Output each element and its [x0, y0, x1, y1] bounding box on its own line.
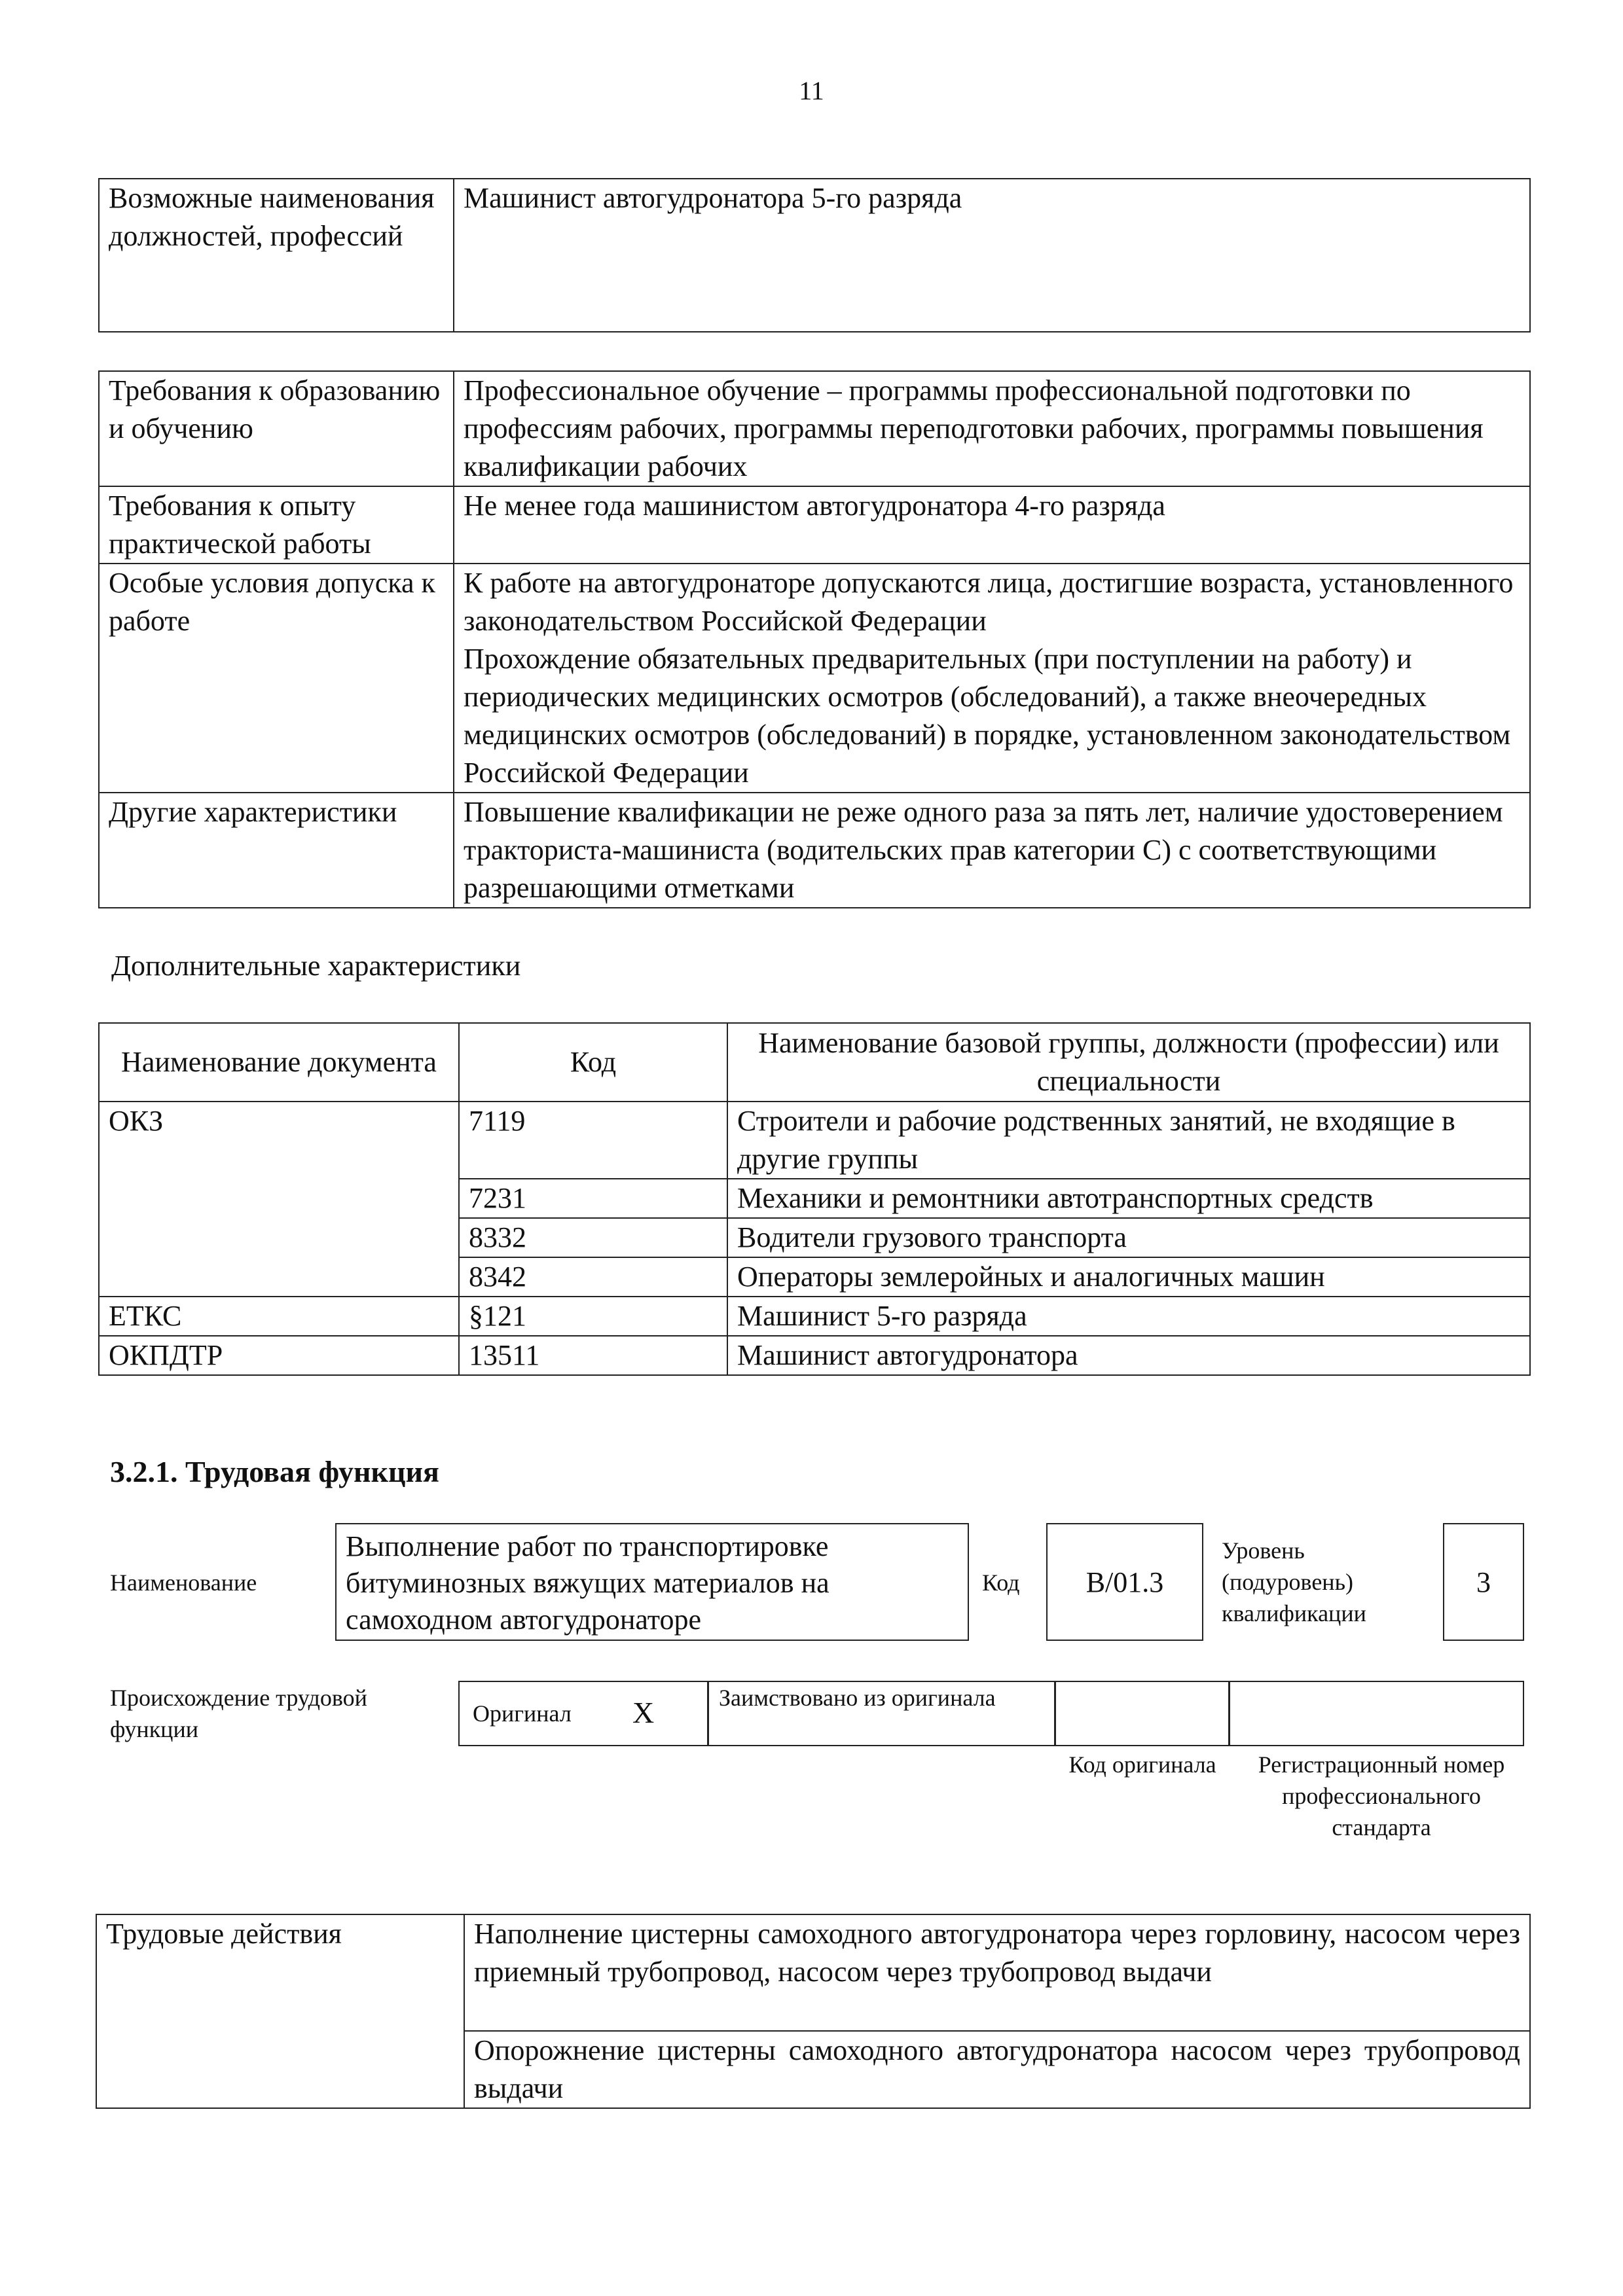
- origin-divider: [1054, 1681, 1056, 1746]
- function-code-value: B/01.3: [1085, 1566, 1164, 1598]
- function-level-label: Уровень (подуровень) квалификации: [1222, 1537, 1366, 1626]
- code-cell: 7231: [459, 1179, 727, 1218]
- function-heading: 3.2.1. Трудовая функция: [110, 1455, 439, 1488]
- requirement-label: Особые условия допуска к работе: [99, 564, 454, 793]
- code-cell: §121: [459, 1297, 727, 1336]
- function-level-value: 3: [1476, 1566, 1491, 1598]
- additional-caption: Дополнительные характеристики: [111, 950, 521, 982]
- requirement-value: [454, 564, 1530, 793]
- original-label: Оригинал: [473, 1700, 572, 1727]
- requirement-label: Требования к опыту практической работы: [99, 486, 454, 564]
- table-row: [99, 486, 1530, 564]
- doc-okz: ОКЗ: [99, 1102, 459, 1297]
- table-row: [99, 793, 1530, 908]
- table-row: [99, 371, 1530, 486]
- header-name: Наименование базовой группы, должности (профессии) или специальности: [727, 1023, 1530, 1102]
- origin-divider: [707, 1681, 709, 1746]
- header-document: Наименование документа: [99, 1023, 459, 1102]
- function-name-label: Наименование: [110, 1570, 257, 1596]
- table-header-row: [99, 1023, 1530, 1102]
- doc-etks: ЕТКС: [99, 1297, 459, 1336]
- code-cell: 7119: [459, 1102, 727, 1179]
- function-name-box: [335, 1523, 969, 1641]
- requirement-line: Прохождение обязательных предварительных (при поступлении на работу) и периодических медицинских осмотров (обследований), а также внеочередных медицинских осмотров (обследований) в порядке, установленном законодательством Российской Федерации: [464, 643, 1511, 789]
- requirement-value: [454, 486, 1530, 564]
- table-row: [96, 1914, 1530, 2031]
- function-level-box: [1443, 1523, 1524, 1641]
- requirement-value: [454, 371, 1530, 486]
- name-cell: Операторы землеройных и аналогичных машин: [727, 1257, 1530, 1297]
- origin-label: Происхождение трудовой функции: [110, 1685, 367, 1742]
- requirement-label: Требования к образованию и обучению: [99, 371, 454, 486]
- table-row: [99, 1102, 1530, 1179]
- code-original-caption: Код оригинала: [1068, 1751, 1216, 1778]
- positions-value: Машинист автогудронатора 5-го разряда: [454, 179, 1530, 332]
- action-item: Наполнение цистерны самоходного автогудронатора через горловину, насосом через приемный трубопровод, насосом через трубопровод выдачи: [464, 1914, 1530, 2031]
- table-row: [99, 1297, 1530, 1336]
- header-code: Код: [459, 1023, 727, 1102]
- positions-label: Возможные наименования должностей, профессий: [99, 179, 454, 332]
- code-cell: 8342: [459, 1257, 727, 1297]
- name-cell: Машинист автогудронатора: [727, 1336, 1530, 1375]
- actions-table: [96, 1914, 1531, 2109]
- requirement-label: Другие характеристики: [99, 793, 454, 908]
- code-cell: 13511: [459, 1336, 727, 1375]
- requirement-line: К работе на автогудронаторе допускаются лица, достигшие возраста, установленного законодательством Российской Федерации: [464, 567, 1514, 637]
- requirements-table: [98, 370, 1531, 908]
- table-row: [99, 1336, 1530, 1375]
- positions-table: [98, 178, 1531, 332]
- requirement-line: Профессиональное обучение – программы профессиональной подготовки по профессиям рабочих, программы переподготовки рабочих, программы повышения квалификации рабочих: [464, 374, 1484, 482]
- name-cell: Водители грузового транспорта: [727, 1218, 1530, 1257]
- reg-number-caption: Регистрационный номер профессионального стандарта: [1258, 1751, 1505, 1840]
- action-item: Опорожнение цистерны самоходного автогудронатора насосом через трубопровод выдачи: [464, 2031, 1530, 2108]
- code-cell: 8332: [459, 1218, 727, 1257]
- doc-okpdtr: ОКПДТР: [99, 1336, 459, 1375]
- original-mark: X: [632, 1696, 655, 1729]
- additional-table: [98, 1022, 1531, 1376]
- requirement-line: Не менее года машинистом автогудронатора 4-го разряда: [464, 490, 1165, 522]
- table-row: [99, 564, 1530, 793]
- function-code-box: [1046, 1523, 1203, 1641]
- actions-label: Трудовые действия: [96, 1914, 464, 2108]
- page-number: 11: [799, 76, 824, 105]
- function-name-value: Выполнение работ по транспортировке битуминозных вяжущих материалов на самоходном автогудронаторе: [346, 1530, 830, 1636]
- function-code-label: Код: [982, 1570, 1020, 1596]
- requirement-line: Повышение квалификации не реже одного раза за пять лет, наличие удостоверением тракториста-машиниста (водительских прав категории С) с соответствующими разрешающими отметками: [464, 796, 1503, 904]
- name-cell: Строители и рабочие родственных занятий, не входящие в другие группы: [727, 1102, 1530, 1179]
- requirement-value: [454, 793, 1530, 908]
- borrowed-label: Заимствовано из оригинала: [719, 1685, 996, 1711]
- name-cell: Механики и ремонтники автотранспортных средств: [727, 1179, 1530, 1218]
- name-cell: Машинист 5-го разряда: [727, 1297, 1530, 1336]
- origin-divider: [1228, 1681, 1230, 1746]
- table-row: [99, 179, 1530, 332]
